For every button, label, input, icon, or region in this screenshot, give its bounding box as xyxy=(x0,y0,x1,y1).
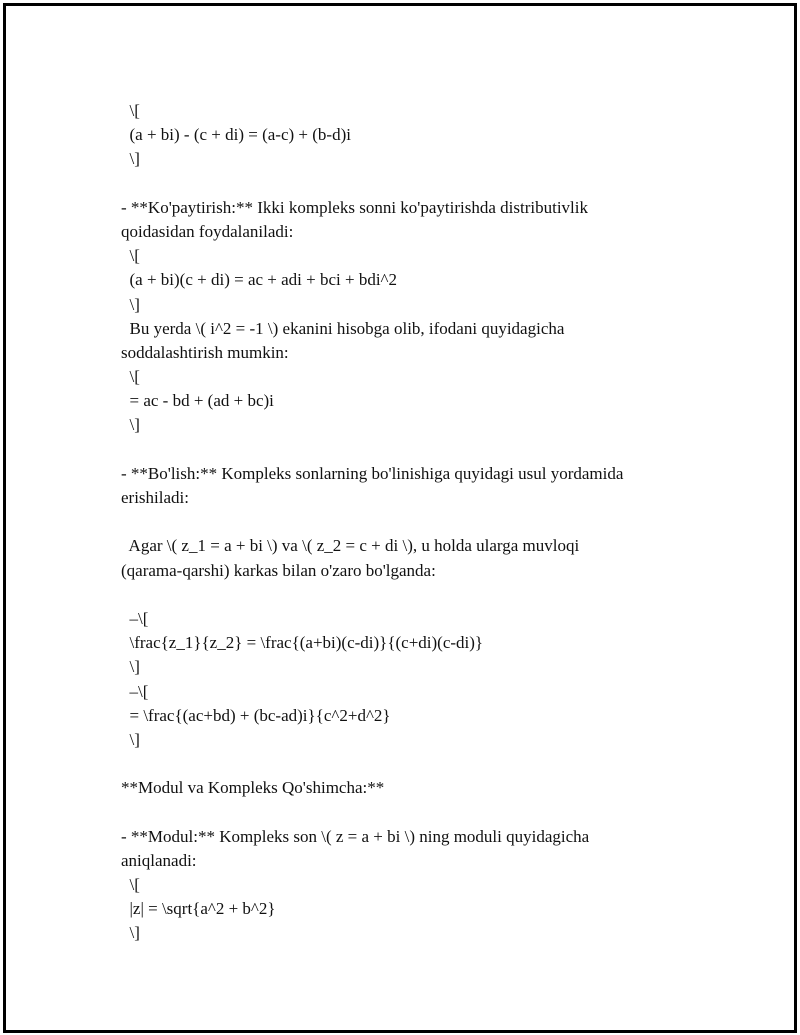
text-line: –\[ xyxy=(121,681,149,701)
text-line: = \frac{(ac+bd) + (bc-ad)i}{c^2+d^2} xyxy=(121,705,391,725)
text-line: = ac - bd + (ad + bc)i xyxy=(121,391,274,411)
text-line: - **Ko'paytirish:** Ikki kompleks sonni ko'paytirishda distributivlik xyxy=(121,197,588,217)
document-body xyxy=(121,99,701,946)
text-line: Agar \( z_1 = a + bi \) va \( z_2 = c + di \), u holda ularga muvloqi xyxy=(121,536,580,556)
text-line: \[ xyxy=(121,101,140,120)
text-line: \[ xyxy=(121,875,140,894)
blank-line xyxy=(121,752,701,776)
text-line: (qarama-qarshi) karkas bilan o'zaro bo'lganda: xyxy=(121,560,436,580)
text-line: \[ xyxy=(121,246,140,266)
page-frame xyxy=(3,3,797,1033)
blank-line xyxy=(121,583,701,607)
blank-line xyxy=(121,438,701,462)
text-line: |z| = \sqrt{a^2 + b^2} xyxy=(121,899,276,919)
text-line: **Modul va Kompleks Qo'shimcha:** xyxy=(121,778,385,798)
text-line: Bu yerda \( i^2 = -1 \) ekanini hisobga olib, ifodani quyidagicha xyxy=(121,318,565,338)
text-line: qoidasidan foydalaniladi: xyxy=(121,221,294,241)
text-line: \] xyxy=(121,149,140,169)
blank-line xyxy=(121,172,701,196)
text-line: \] xyxy=(121,729,140,749)
text-line: aniqlanadi: xyxy=(121,850,197,870)
text-line: \] xyxy=(121,657,140,677)
text-line: \] xyxy=(121,923,140,943)
text-line: (a + bi) - (c + di) = (a-c) + (b-d)i xyxy=(121,125,351,145)
text-line: - **Modul:** Kompleks son \( z = a + bi \) ning moduli quyidagicha xyxy=(121,826,590,846)
text-line: soddalashtirish mumkin: xyxy=(121,342,289,362)
text-line: \] xyxy=(121,294,140,314)
text-line: - **Bo'lish:** Kompleks sonlarning bo'linishiga quyidagi usul yordamida xyxy=(121,463,624,483)
text-line: –\[ xyxy=(121,608,149,628)
text-line: \] xyxy=(121,415,140,435)
blank-line xyxy=(121,510,701,534)
text-line: erishiladi: xyxy=(121,488,189,507)
blank-line xyxy=(121,800,701,824)
text-line: \frac{z_1}{z_2} = \frac{(a+bi)(c-di)}{(c+di)(c-di)} xyxy=(121,633,484,653)
text-line: (a + bi)(c + di) = ac + adi + bci + bdi^2 xyxy=(121,270,398,290)
text-line: \[ xyxy=(121,367,140,387)
